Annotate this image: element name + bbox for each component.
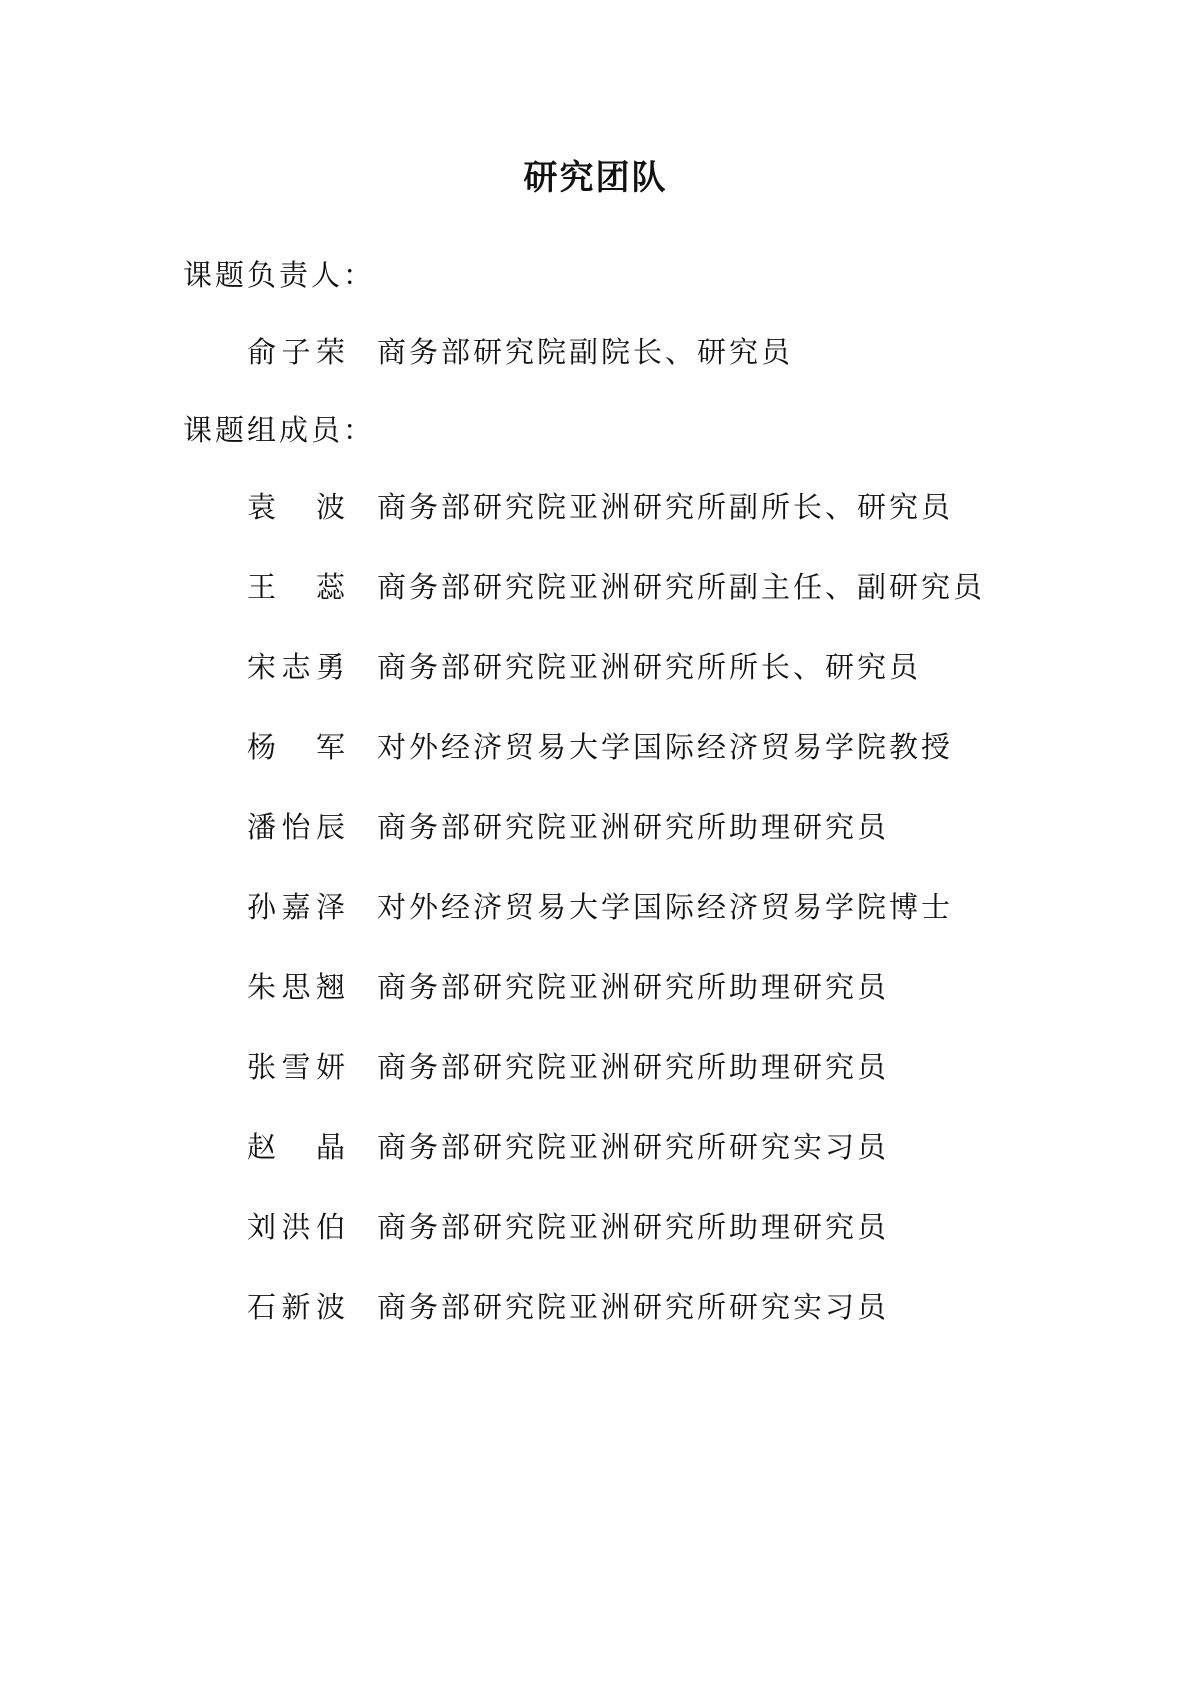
leader-section-label: 课题负责人： — [183, 258, 376, 292]
member-name: 袁 波 — [247, 490, 345, 524]
member-role: 商务部研究院亚洲研究所研究实习员 — [377, 1130, 890, 1164]
members-section-label: 课题组成员： — [183, 413, 376, 447]
member-role: 商务部研究院亚洲研究所助理研究员 — [377, 1210, 890, 1244]
member-name: 宋志勇 — [247, 650, 345, 684]
member-name: 王 蕊 — [247, 570, 345, 604]
member-role: 商务部研究院亚洲研究所研究实习员 — [377, 1290, 890, 1324]
member-role: 商务部研究院亚洲研究所助理研究员 — [377, 1050, 890, 1084]
member-name: 潘怡辰 — [247, 810, 345, 844]
member-name: 朱思翘 — [247, 970, 345, 1004]
member-name: 孙嘉泽 — [247, 890, 345, 924]
member-role: 商务部研究院亚洲研究所助理研究员 — [377, 970, 890, 1004]
member-role: 对外经济贸易大学国际经济贸易学院博士 — [377, 890, 954, 924]
member-name: 杨 军 — [247, 730, 345, 764]
member-role: 商务部研究院亚洲研究所助理研究员 — [377, 810, 890, 844]
member-role: 商务部研究院亚洲研究所副所长、研究员 — [377, 490, 954, 524]
member-name: 赵 晶 — [247, 1130, 345, 1164]
member-name: 刘洪伯 — [247, 1210, 345, 1244]
member-role: 对外经济贸易大学国际经济贸易学院教授 — [377, 730, 954, 764]
member-role: 商务部研究院亚洲研究所所长、研究员 — [377, 650, 922, 684]
member-role: 商务部研究院副院长、研究员 — [377, 335, 794, 369]
member-name: 张雪妍 — [247, 1050, 345, 1084]
member-role: 商务部研究院亚洲研究所副主任、副研究员 — [377, 570, 986, 604]
page-title: 研究团队 — [523, 158, 668, 198]
member-name: 石新波 — [247, 1290, 345, 1324]
member-name: 俞子荣 — [247, 335, 345, 369]
